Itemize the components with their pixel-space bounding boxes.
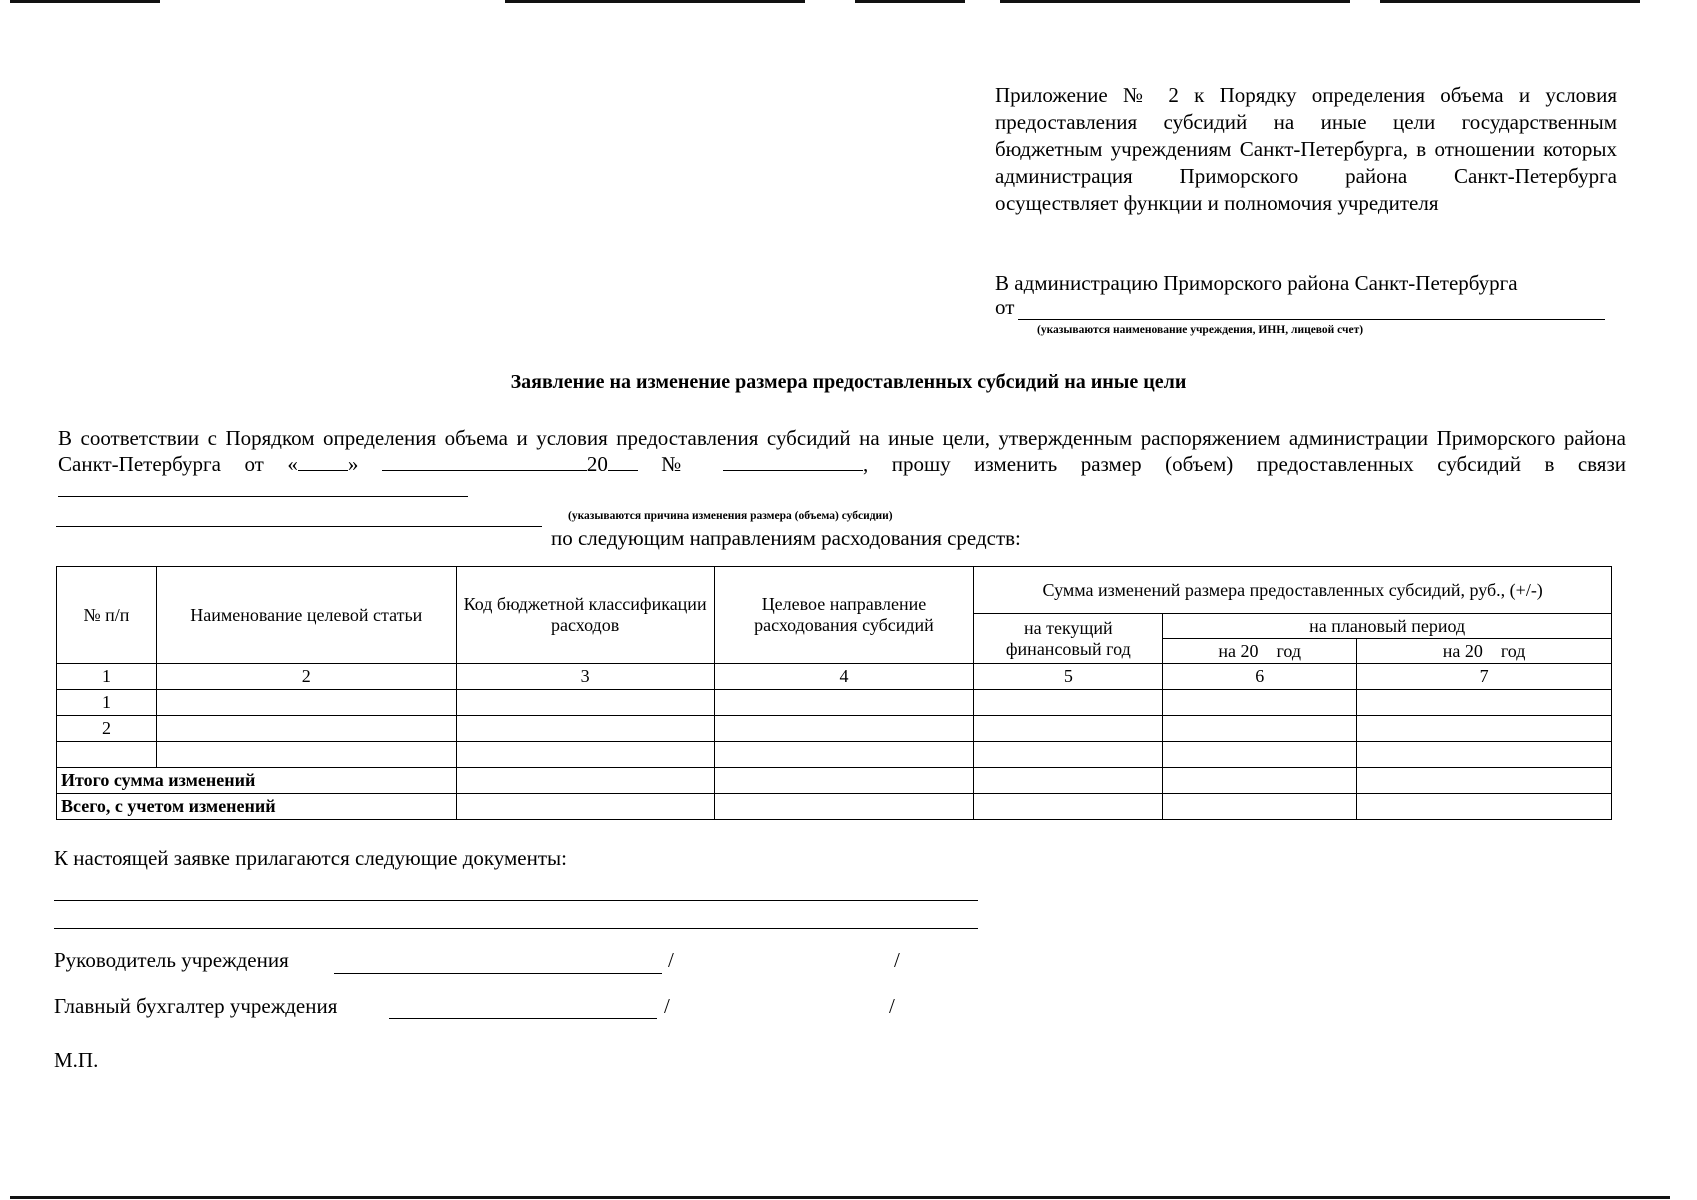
cell [1357, 794, 1612, 820]
cell [1163, 794, 1357, 820]
appendix-note: Приложение № 2 к Порядку определения объема и условия предоставления субсидий на иные цели государственным бюджетным учреждениям Санкт-Петербурга, в отношении которых администрация Приморского района Санкт-Петербурга осуществляет функции и полномочия учредителя [995, 83, 1617, 215]
col-number: 3 [456, 664, 714, 690]
col-number: 6 [1163, 664, 1357, 690]
cell [1163, 742, 1357, 768]
row-num: 2 [57, 716, 157, 742]
attachment-line [54, 928, 978, 929]
changes-table [56, 566, 1612, 820]
scan-artifact-top [855, 0, 965, 3]
table-row [57, 742, 1612, 768]
cell [974, 794, 1163, 820]
from-blank-line [1018, 297, 1605, 320]
table-row [57, 716, 1612, 742]
addressee-from-row [995, 295, 1605, 320]
number-blank [723, 452, 863, 471]
header-code: Код бюджетной классификации расходов [456, 567, 714, 664]
scan-artifact-top [1380, 0, 1640, 3]
head-slash-1: / [668, 948, 674, 972]
header-year1: на 20 год [1163, 639, 1357, 664]
cell [456, 794, 714, 820]
header-name: Наименование целевой статьи [156, 567, 456, 664]
cell [1163, 690, 1357, 716]
cell [714, 690, 974, 716]
header-year2: на 20 год [1357, 639, 1612, 664]
cell [456, 768, 714, 794]
col-number: 7 [1357, 664, 1612, 690]
col-number: 5 [974, 664, 1163, 690]
scan-artifact-top [1000, 0, 1350, 3]
cell [456, 690, 714, 716]
table-row [57, 690, 1612, 716]
cell [456, 742, 714, 768]
cell [156, 716, 456, 742]
cell [974, 742, 1163, 768]
header-direction: Целевое направление расходования субсидий [714, 567, 974, 664]
accountant-signature-label: Главный бухгалтер учреждения [54, 994, 338, 1018]
cell [156, 742, 456, 768]
header-sum-group: Сумма изменений размера предоставленных субсидий, руб., (+/-) [974, 567, 1612, 614]
from-label: от [995, 295, 1015, 319]
cell [714, 768, 974, 794]
cell [974, 716, 1163, 742]
cell [714, 742, 974, 768]
header-num: № п/п [57, 567, 157, 664]
row-num: 1 [57, 690, 157, 716]
cell [1357, 690, 1612, 716]
body-part1: В соответствии с Порядком определения объема и условия предоставления субсидий на иные цели, утвержденным распоряжением администрации Приморского района Санкт-Петербурга от « [58, 426, 1626, 476]
cell [714, 716, 974, 742]
total-changes-label: Итого сумма изменений [57, 768, 457, 794]
stamp-place: М.П. [54, 1048, 99, 1072]
year-blank [608, 452, 638, 471]
cell [1357, 768, 1612, 794]
col-number: 1 [57, 664, 157, 690]
cell [974, 768, 1163, 794]
cell [1163, 768, 1357, 794]
day-blank [298, 452, 348, 471]
cell [974, 690, 1163, 716]
header-current-year: на текущий финансовый год [974, 614, 1163, 664]
row-num [57, 742, 157, 768]
total-with-changes-label: Всего, с учетом изменений [57, 794, 457, 820]
cell [156, 690, 456, 716]
scan-artifact-bottom [10, 1196, 1670, 1199]
body-part5: , прошу изменить размер (объем) предоставленных субсидий в связи [863, 452, 1626, 476]
body-continuation: по следующим направлениям расходования средств: [551, 526, 1021, 550]
body-part4: № [661, 452, 700, 476]
document-title: Заявление на изменение размера предоставленных субсидий на иные цели [510, 371, 1187, 393]
col-number: 2 [156, 664, 456, 690]
cell [456, 716, 714, 742]
addressee-to: В администрацию Приморского района Санкт-Петербурга [995, 271, 1518, 295]
column-numbers-row [57, 664, 1612, 690]
cell [1163, 716, 1357, 742]
accountant-slash-2: / [889, 994, 895, 1018]
reason-hint: (указываются причина изменения размера (объема) субсидии) [568, 510, 893, 522]
from-hint: (указываются наименование учреждения, ИНН, лицевой счет) [1037, 324, 1364, 336]
scan-artifact-top [505, 0, 805, 3]
head-signature-line [334, 973, 662, 974]
body-part3: 20 [586, 452, 608, 476]
cell [714, 794, 974, 820]
month-blank [382, 452, 587, 471]
head-signature-label: Руководитель учреждения [54, 948, 289, 972]
cell [1357, 716, 1612, 742]
reason-blank [58, 478, 468, 497]
total-with-changes-row [57, 794, 1612, 820]
body-paragraph [58, 425, 1626, 503]
col-number: 4 [714, 664, 974, 690]
total-changes-row [57, 768, 1612, 794]
body-part2: » [347, 452, 359, 476]
attachments-label: К настоящей заявке прилагаются следующие документы: [54, 846, 567, 870]
accountant-slash-1: / [664, 994, 670, 1018]
accountant-signature-line [389, 1018, 657, 1019]
attachment-line [54, 900, 978, 901]
reason-continuation-line [56, 526, 542, 527]
scan-artifact-top [10, 0, 160, 3]
cell [1357, 742, 1612, 768]
head-slash-2: / [894, 948, 900, 972]
header-planning-period: на плановый период [1163, 614, 1612, 639]
